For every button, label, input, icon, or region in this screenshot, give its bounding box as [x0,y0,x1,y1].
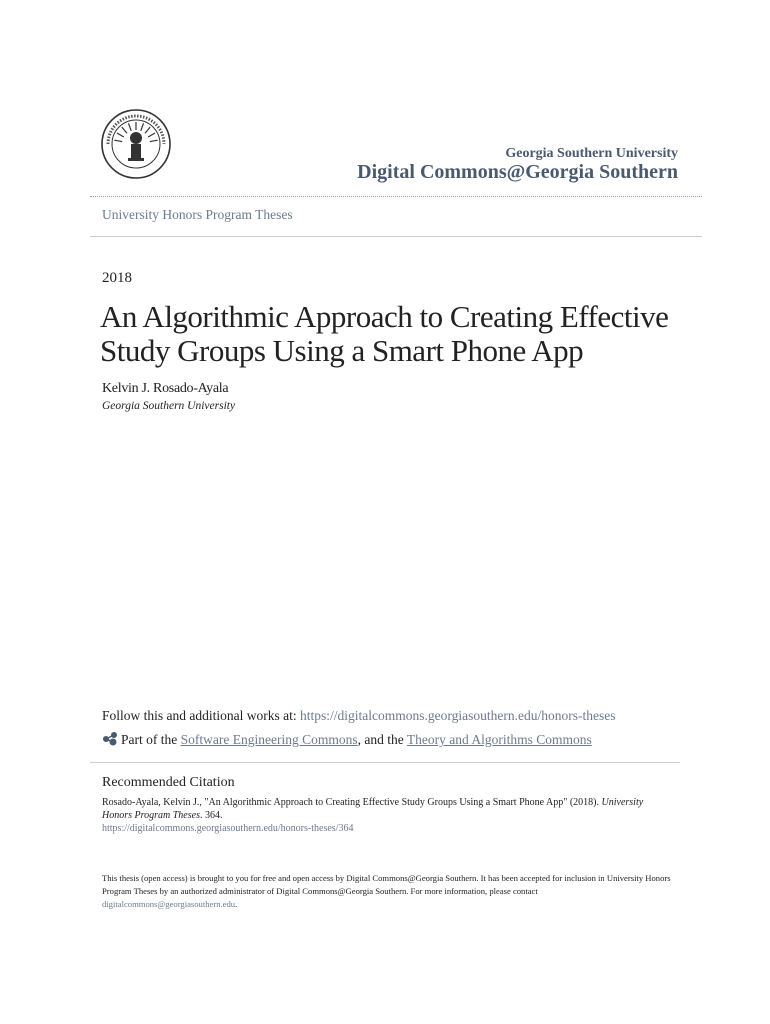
follow-prefix: Follow this and additional works at: [102,708,300,723]
citation-url-link[interactable]: https://digitalcommons.georgiasouthern.edu/honors-theses/364 [102,823,354,834]
share-commons-icon [102,731,118,746]
repository-name[interactable]: Digital Commons@Georgia Southern [357,161,678,183]
publication-year: 2018 [102,270,132,286]
citation-body: Rosado-Ayala, Kelvin J., "An Algorithmic Approach to Creating Effective Study Groups Using a Smart Phone App" (2018). [102,797,602,808]
document-title [100,300,700,368]
software-engineering-commons-link[interactable]: Software Engineering Commons [180,732,358,747]
citation-series: University Honors Program Theses [102,797,644,821]
institution-name: Georgia Southern University [505,146,678,161]
series-link[interactable]: University Honors Program Theses [102,207,293,222]
university-seal-icon [100,108,172,180]
part-of-middle: , and the [357,732,407,747]
notice-text: This thesis (open access) is brought to you for free and open access by Digital Commons@Georgia Southern. It has been accepted for inclusion in University Honors Program Theses by an authorized administrator of Digital Commons@Georgia Southern. For more information, please contact [102,873,671,896]
part-of-line [102,731,592,748]
follow-line [102,708,615,724]
access-notice [102,872,672,911]
header-divider [90,196,702,197]
theory-algorithms-commons-link[interactable]: Theory and Algorithms Commons [406,732,592,747]
title-line-1: An Algorithmic Approach to Creating Effective [100,299,669,334]
author-name: Kelvin J. Rosado-Ayala [102,381,229,396]
title-line-2: Study Groups Using a Smart Phone App [100,333,584,368]
citation-number: . 364. [199,810,223,821]
follow-url-link[interactable]: https://digitalcommons.georgiasouthern.edu/honors-theses [300,708,616,723]
series-divider [90,236,702,237]
author-affiliation: Georgia Southern University [102,400,236,412]
part-of-prefix: Part of the [121,732,181,747]
contact-email-link[interactable]: digitalcommons@georgiasouthern.edu [102,899,236,909]
citation-heading: Recommended Citation [102,775,235,790]
notice-end: . [235,899,238,909]
citation-text [102,796,672,835]
citation-divider [90,762,680,763]
